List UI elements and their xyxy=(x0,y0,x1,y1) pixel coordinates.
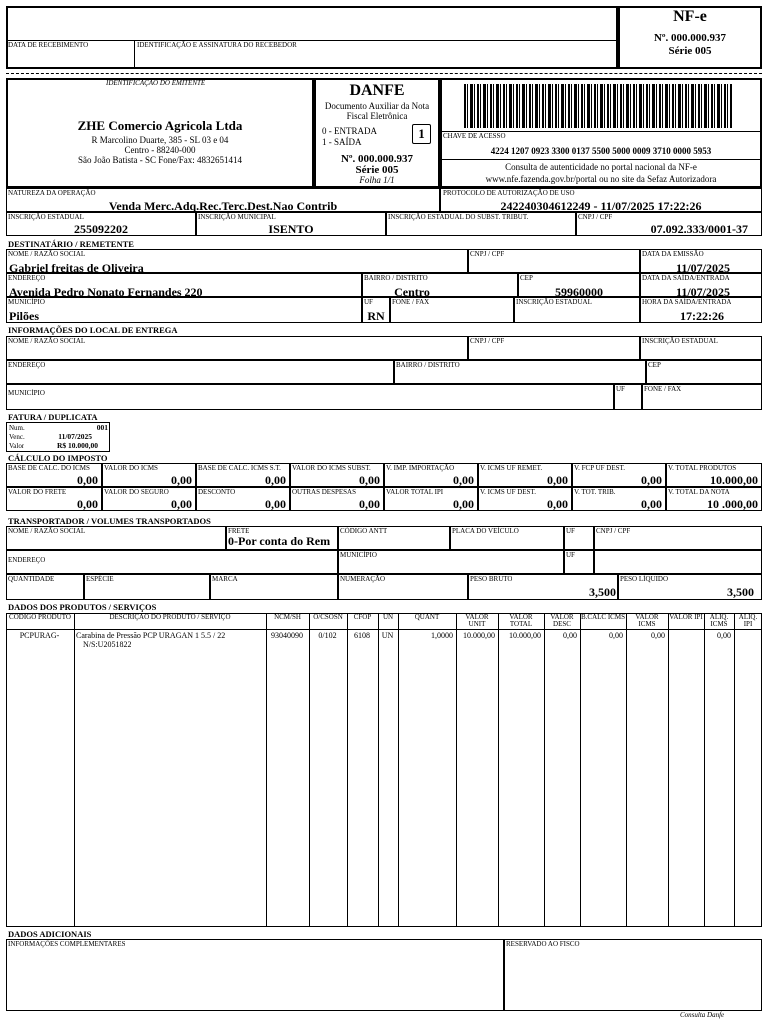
emission-date: 11/07/2025 xyxy=(675,261,730,275)
tr-net-label: PESO LÍQUIDO xyxy=(620,575,669,583)
products-col-line xyxy=(398,613,399,927)
tr-name-label: NOME / RAZÃO SOCIAL xyxy=(8,527,86,535)
products-cell: 0,00 xyxy=(717,631,731,640)
tax-cell-label: DESCONTO xyxy=(198,488,236,496)
nfe-series: Série 005 xyxy=(668,45,712,57)
products-col-line xyxy=(378,613,379,927)
recip-uf-label: UF xyxy=(364,298,373,306)
invoice-valor-label: Valor xyxy=(9,442,25,450)
danfe-subtitle1: Documento Auxiliar da Nota xyxy=(324,101,430,111)
invoice-venc-label: Venc. xyxy=(9,433,25,441)
products-cell: 10.000,00 xyxy=(463,631,495,640)
tax-cell-value: 10.000,00 xyxy=(710,473,758,487)
im-value: ISENTO xyxy=(268,222,314,236)
tax-cell-label: OUTRAS DESPESAS xyxy=(292,488,356,496)
deliv-ie-label: INSCRIÇÃO ESTADUAL xyxy=(642,337,718,345)
tax-cell-label: VALOR DO ICMS xyxy=(104,464,158,472)
tax-cell-label: V. TOTAL PRODUTOS xyxy=(668,464,737,472)
products-header-cell: QUANT xyxy=(414,614,440,621)
products-col-line xyxy=(704,613,705,927)
exit-time-label: HORA DA SAÍDA/ENTRADA xyxy=(642,298,732,306)
tr-freight: 0-Por conta do Rem xyxy=(228,534,331,548)
tax-cell-value: 0,00 xyxy=(359,497,380,511)
products-col-line xyxy=(309,613,310,927)
emitter-section-label: IDENTIFICAÇÃO DO EMITENTE xyxy=(106,79,206,87)
products-header-cell: CFOP xyxy=(353,614,372,621)
tax-cell-label: V. FCP UF DEST. xyxy=(574,464,626,472)
recip-ie-label: INSCRIÇÃO ESTADUAL xyxy=(516,298,592,306)
recip-address-label: ENDEREÇO xyxy=(8,274,46,282)
products-table xyxy=(6,613,762,927)
deliv-address-box xyxy=(6,360,394,384)
access-key-label: CHAVE DE ACESSO xyxy=(443,132,506,140)
tax-cell-value: 0,00 xyxy=(453,473,474,487)
products-col-line xyxy=(74,613,75,927)
tax-cell-label: VALOR TOTAL IPI xyxy=(386,488,444,496)
tax-cell-label: V. TOT. TRIB. xyxy=(574,488,616,496)
tr-uf2-label: UF xyxy=(566,551,575,559)
products-header-cell: VALOR IPI xyxy=(669,614,703,621)
tax-cell-label: VALOR DO ICMS SUBST. xyxy=(292,464,371,472)
recip-city-label: MUNICÍPIO xyxy=(8,298,45,306)
invoice-section: FATURA / DUPLICATA xyxy=(8,412,98,422)
exit-time: 17:22:26 xyxy=(680,309,724,323)
recip-address: Avenida Pedro Nonato Fernandes 220 xyxy=(9,285,203,299)
products-cell: 0/102 xyxy=(318,631,337,640)
tr-brand-label: MARCA xyxy=(212,575,238,583)
danfe-entrada: 0 - ENTRADA xyxy=(322,126,377,136)
recip-phone-label: FONE / FAX xyxy=(392,298,430,306)
emitter-address3: São João Batista - SC Fone/Fax: 4832651414 xyxy=(78,155,242,165)
danfe-title: DANFE xyxy=(349,82,405,99)
products-header-cell: CÓDIGO PRODUTO xyxy=(9,614,71,621)
tr-numbering-label: NUMERAÇÃO xyxy=(340,575,386,583)
tax-cell-value: 0,00 xyxy=(171,497,192,511)
tax-cell-value: 0,00 xyxy=(265,473,286,487)
nature-label: NATUREZA DA OPERAÇÃO xyxy=(8,189,96,197)
nfe-title: NF-e xyxy=(673,8,707,25)
recip-name: Gabriel freitas de Oliveira xyxy=(9,261,144,275)
invoice-venc: 11/07/2025 xyxy=(58,432,92,441)
recip-city: Pilões xyxy=(9,309,39,323)
recip-cnpj-label: CNPJ / CPF xyxy=(470,250,505,258)
tr-city-label: MUNICÍPIO xyxy=(340,551,377,559)
danfe-saida: 1 - SAÍDA xyxy=(322,137,362,147)
danfe-number: Nº. 000.000.937 xyxy=(340,153,414,165)
deliv-cnpj-label: CNPJ / CPF xyxy=(470,337,505,345)
products-col-line xyxy=(456,613,457,927)
tax-section: CÁLCULO DO IMPOSTO xyxy=(8,453,108,463)
tr-freight-label: FRETE xyxy=(228,527,250,535)
tr-address-box xyxy=(6,550,338,574)
tax-cell-label: BASE DE CALC. DO ICMS xyxy=(8,464,90,472)
danfe-series: Série 005 xyxy=(355,164,399,176)
products-header-cell: NCM/SH xyxy=(274,614,301,621)
emitter-cnpj-value: 07.092.333/0001-37 xyxy=(650,222,748,236)
ie-value: 255092202 xyxy=(74,222,128,236)
products-cell: UN xyxy=(381,631,394,640)
invoice-num: 001 xyxy=(96,423,108,432)
deliv-name-label: NOME / RAZÃO SOCIAL xyxy=(8,337,86,345)
tr-antt-label: CÓDIGO ANTT xyxy=(340,527,388,535)
danfe-type-value: 1 xyxy=(412,124,431,144)
products-cell: 10.000,00 xyxy=(509,631,541,640)
products-header-cell: B.CALC ICMS xyxy=(581,614,625,621)
products-header-cell: ALIQ. ICMS xyxy=(709,614,729,628)
products-cell: 0,00 xyxy=(609,631,623,640)
deliv-city-box xyxy=(6,384,614,410)
tax-cell-label: V. IMP. IMPORTAÇÃO xyxy=(386,464,455,472)
tax-cell-label: BASE DE CALC. ICMS S.T. xyxy=(198,464,281,472)
products-col-line xyxy=(347,613,348,927)
footer-text: Consulta Danfe xyxy=(680,1011,725,1019)
tax-cell-value: 0,00 xyxy=(641,497,662,511)
tax-cell-value: 0,00 xyxy=(265,497,286,511)
products-header-cell: UN xyxy=(382,614,394,621)
products-col-line xyxy=(734,613,735,927)
products-header-cell: VALOR DESC xyxy=(550,614,574,628)
danfe-sheet: Folha 1/1 xyxy=(359,175,395,185)
products-header-cell: VALOR UNIT xyxy=(465,614,489,628)
deliv-cep-box xyxy=(646,360,762,384)
deliv-district-label: BAIRRO / DISTRITO xyxy=(396,361,460,369)
invoice-num-label: Num. xyxy=(9,424,25,432)
tr-gross-label: PESO BRUTO xyxy=(470,575,513,583)
emitter-name: ZHE Comercio Agricola Ltda xyxy=(77,118,243,133)
deliv-city-label: MUNICÍPIO xyxy=(8,389,45,397)
nature-value: Venda Merc.Adq.Rec.Terc.Dest.Nao Contrib xyxy=(108,199,338,213)
tax-cell-value: 0,00 xyxy=(359,473,380,487)
reserved-label: RESERVADO AO FISCO xyxy=(506,940,580,948)
reserved-box xyxy=(504,939,762,1011)
cut-line xyxy=(6,73,762,74)
tr-plate-label: PLACA DO VEÍCULO xyxy=(452,527,519,535)
tax-cell-value: 0,00 xyxy=(641,473,662,487)
tr-address-label: ENDEREÇO xyxy=(8,556,46,564)
receipt-divider xyxy=(6,40,618,41)
products-header-cell: VALOR ICMS xyxy=(635,614,659,628)
iest-label: INSCRIÇÃO ESTADUAL DO SUBST. TRIBUT. xyxy=(388,213,529,221)
tax-cell-value: 0,00 xyxy=(547,473,568,487)
products-header-line xyxy=(6,629,762,630)
products-cell: PCPURAG- xyxy=(19,631,60,640)
recip-cep: 59960000 xyxy=(555,285,603,299)
tax-cell-label: V. ICMS UF REMET. xyxy=(480,464,543,472)
products-header-cell: VALOR TOTAL xyxy=(509,614,533,628)
recip-district-label: BAIRRO / DISTRITO xyxy=(364,274,428,282)
recip-cep-label: CEP xyxy=(520,274,533,282)
tax-cell-value: 0,00 xyxy=(547,497,568,511)
products-col-line xyxy=(668,613,669,927)
products-col-line xyxy=(544,613,545,927)
receipt-vdivider xyxy=(134,40,135,69)
invoice-valor: R$ 10.000,00 xyxy=(56,441,98,450)
access-consult2: www.nfe.fazenda.gov.br/portal ou no site da Sefaz Autorizadora xyxy=(485,174,717,184)
products-header-cell: ALIQ. IPI xyxy=(738,614,758,628)
deliv-address-label: ENDEREÇO xyxy=(8,361,46,369)
danfe-subtitle2: Fiscal Eletrônica xyxy=(346,111,408,121)
recip-uf: RN xyxy=(367,309,385,323)
tr-net: 3,500 xyxy=(727,585,754,599)
tax-cell-value: 10 .000,00 xyxy=(707,497,758,511)
products-section: DADOS DOS PRODUTOS / SERVIÇOS xyxy=(8,602,157,612)
tax-cell-label: VALOR DO SEGURO xyxy=(104,488,169,496)
receipt-date-label: DATA DE RECEBIMENTO xyxy=(8,41,89,49)
tax-cell-label: V. ICMS UF DEST. xyxy=(480,488,536,496)
products-desc-line2: N/S:U2051822 xyxy=(83,640,132,649)
tr-uf-label: UF xyxy=(566,527,575,535)
products-cell: 6108 xyxy=(354,631,370,640)
products-col-line xyxy=(580,613,581,927)
im-label: INSCRIÇÃO MUNICIPAL xyxy=(198,213,276,221)
info-box xyxy=(6,939,504,1011)
access-consult1: Consulta de autenticidade no portal nacional da NF-e xyxy=(505,162,697,172)
exit-date: 11/07/2025 xyxy=(675,285,730,299)
receipt-box xyxy=(6,6,618,69)
protocol-label: PROTOCOLO DE AUTORIZAÇÃO DE USO xyxy=(443,189,575,197)
products-col-line xyxy=(498,613,499,927)
info-label: INFORMAÇÕES COMPLEMENTARES xyxy=(8,940,126,948)
products-header-cell: O/CSOSN xyxy=(313,614,343,621)
products-cell: 0,00 xyxy=(651,631,665,640)
recip-name-label: NOME / RAZÃO SOCIAL xyxy=(8,250,86,258)
exit-date-label: DATA DA SAÍDA/ENTRADA xyxy=(642,274,730,282)
tax-cell-value: 0,00 xyxy=(77,497,98,511)
products-col-line xyxy=(266,613,267,927)
tax-cell-value: 0,00 xyxy=(171,473,192,487)
recip-district: Centro xyxy=(394,285,430,299)
products-cell: 0,00 xyxy=(563,631,577,640)
recip-city-box xyxy=(6,297,362,323)
tax-cell-value: 0,00 xyxy=(453,497,474,511)
tr-gross: 3,500 xyxy=(589,585,616,599)
receipt-sign-label: IDENTIFICAÇÃO E ASSINATURA DO RECEBEDOR xyxy=(137,41,297,49)
products-cell: 1,0000 xyxy=(431,631,453,640)
deliv-uf-label: UF xyxy=(616,385,625,393)
key-divider xyxy=(440,159,762,160)
tr-qty-label: QUANTIDADE xyxy=(8,575,55,583)
tax-cell-label: VALOR DO FRETE xyxy=(8,488,67,496)
ie-label: INSCRIÇÃO ESTADUAL xyxy=(8,213,84,221)
deliv-phone-label: FONE / FAX xyxy=(644,385,682,393)
tax-cell-value: 0,00 xyxy=(77,473,98,487)
delivery-section: INFORMAÇÕES DO LOCAL DE ENTREGA xyxy=(8,325,178,335)
tax-cell-label: V. TOTAL DA NOTA xyxy=(668,488,730,496)
tr-ie-label xyxy=(596,551,672,559)
products-col-line xyxy=(626,613,627,927)
access-key: 4224 1207 0923 3300 0137 5500 5000 0009 3710 0000 5953 xyxy=(490,146,712,156)
deliv-cep-label: CEP xyxy=(648,361,661,369)
emission-label: DATA DA EMISSÃO xyxy=(642,250,704,258)
products-header-cell: DESCRIÇÃO DO PRODUTO / SERVIÇO xyxy=(109,614,231,621)
tr-species-label: ESPÉCIE xyxy=(86,575,114,583)
products-cell: Carabina de Pressão PCP URAGAN 1 5.5 / 22 xyxy=(76,631,226,640)
products-cell: 93040090 xyxy=(271,631,303,640)
emitter-cnpj-label: CNPJ / CPF xyxy=(578,213,613,221)
barcode xyxy=(464,84,732,128)
recipient-section: DESTINATÁRIO / REMETENTE xyxy=(8,239,134,249)
additional-section: DADOS ADICIONAIS xyxy=(8,929,92,939)
emitter-address1: R Marcolino Duarte, 385 - SL 03 e 04 xyxy=(91,135,229,145)
tr-cnpj-label: CNPJ / CPF xyxy=(596,527,631,535)
emitter-address2: Centro - 88240-000 xyxy=(124,145,196,155)
transport-section: TRANSPORTADOR / VOLUMES TRANSPORTADOS xyxy=(8,516,211,526)
nfe-number: Nº. 000.000.937 xyxy=(653,32,727,44)
protocol-value: 242240304612249 - 11/07/2025 17:22:26 xyxy=(500,199,702,213)
